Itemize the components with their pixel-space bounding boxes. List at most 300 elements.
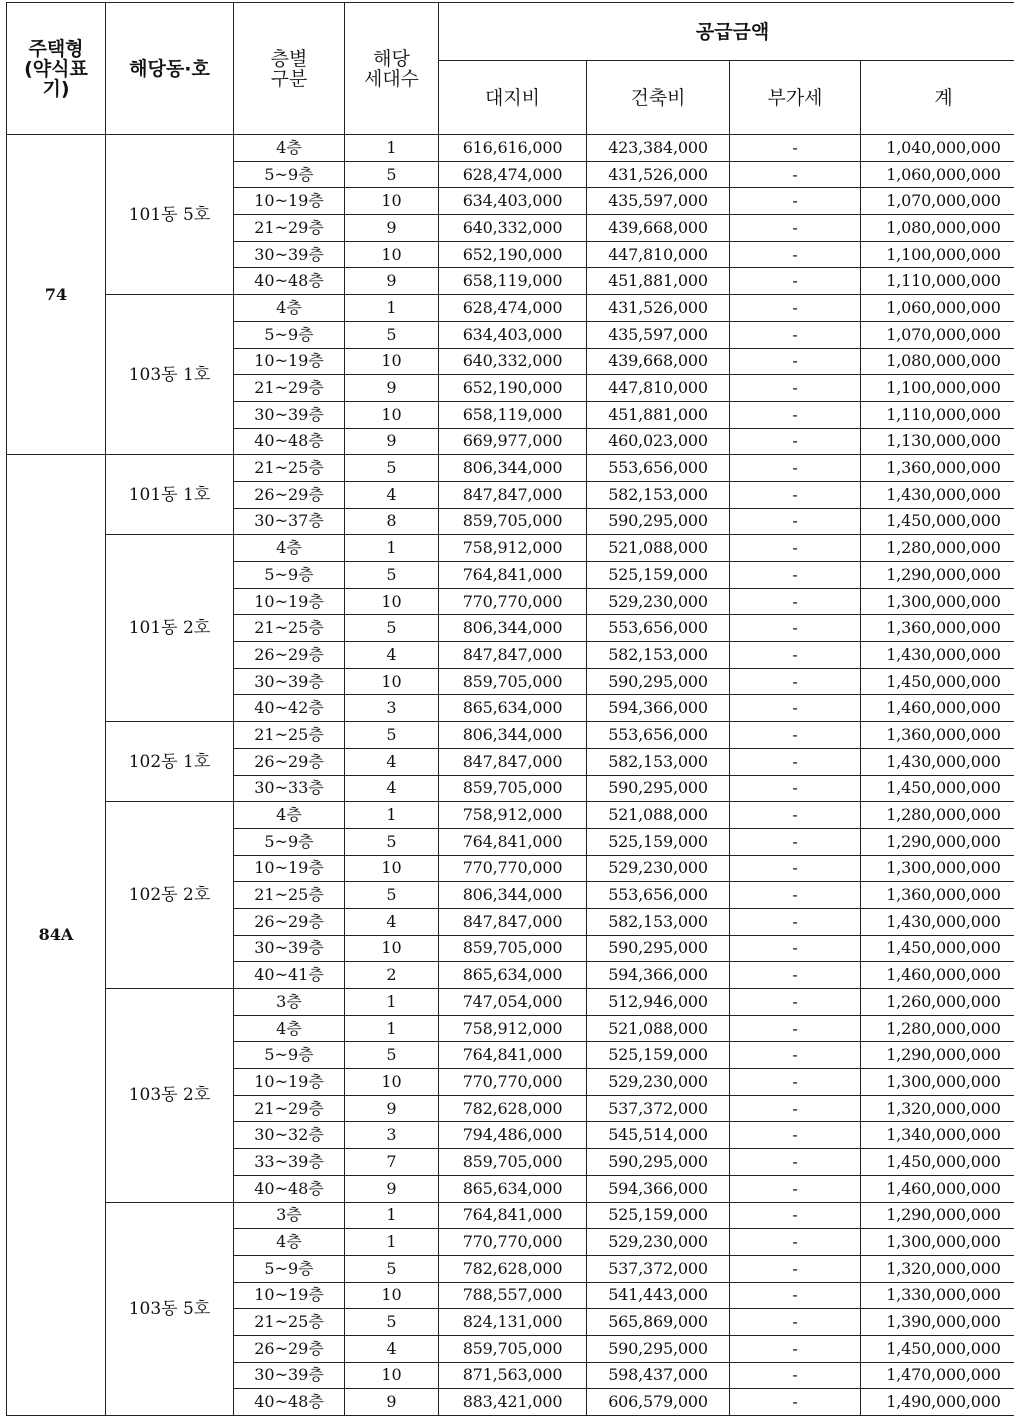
unit-count-cell: 10 — [345, 1282, 439, 1309]
vat-cell: - — [730, 1255, 861, 1282]
vat-cell: - — [730, 1309, 861, 1336]
floor-cell: 3층 — [234, 1202, 345, 1229]
floor-cell: 21~25층 — [234, 882, 345, 909]
building-cost-cell: 590,295,000 — [587, 508, 730, 535]
unit-count-cell: 4 — [345, 481, 439, 508]
land-cost-cell: 847,847,000 — [439, 748, 587, 775]
building-cost-cell: 439,668,000 — [587, 348, 730, 375]
unit-count-cell: 1 — [345, 535, 439, 562]
dong-ho-cell: 103동 1호 — [106, 295, 234, 455]
land-cost-cell: 865,634,000 — [439, 962, 587, 989]
floor-cell: 30~39층 — [234, 1362, 345, 1389]
unit-count-cell: 10 — [345, 935, 439, 962]
floor-cell: 21~25층 — [234, 455, 345, 482]
building-cost-cell: 582,153,000 — [587, 908, 730, 935]
total-cell: 1,100,000,000 — [861, 241, 1014, 268]
floor-cell: 4층 — [234, 295, 345, 322]
floor-cell: 30~39층 — [234, 668, 345, 695]
building-cost-cell: 435,597,000 — [587, 188, 730, 215]
vat-cell: - — [730, 1015, 861, 1042]
floor-cell: 26~29층 — [234, 908, 345, 935]
land-cost-cell: 859,705,000 — [439, 1149, 587, 1176]
vat-cell: - — [730, 375, 861, 402]
total-cell: 1,460,000,000 — [861, 695, 1014, 722]
floor-cell: 30~39층 — [234, 935, 345, 962]
unit-count-cell: 10 — [345, 348, 439, 375]
land-cost-cell: 669,977,000 — [439, 428, 587, 455]
building-cost-cell: 606,579,000 — [587, 1389, 730, 1416]
floor-cell: 30~39층 — [234, 241, 345, 268]
unit-count-cell: 5 — [345, 161, 439, 188]
table-row — [7, 802, 1014, 829]
total-cell: 1,450,000,000 — [861, 775, 1014, 802]
vat-cell: - — [730, 882, 861, 909]
floor-cell: 26~29층 — [234, 748, 345, 775]
vat-cell: - — [730, 828, 861, 855]
vat-cell: - — [730, 1362, 861, 1389]
dong-ho-cell: 101동 5호 — [106, 135, 234, 295]
unit-count-cell: 5 — [345, 1255, 439, 1282]
vat-cell: - — [730, 562, 861, 589]
floor-cell: 5~9층 — [234, 828, 345, 855]
land-cost-cell: 824,131,000 — [439, 1309, 587, 1336]
total-cell: 1,080,000,000 — [861, 348, 1014, 375]
unit-count-cell: 4 — [345, 908, 439, 935]
unit-count-cell: 9 — [345, 428, 439, 455]
total-cell: 1,430,000,000 — [861, 642, 1014, 669]
total-cell: 1,260,000,000 — [861, 989, 1014, 1016]
building-cost-cell: 590,295,000 — [587, 668, 730, 695]
dong-ho-cell: 101동 1호 — [106, 455, 234, 535]
dong-ho-cell: 103동 5호 — [106, 1202, 234, 1416]
total-cell: 1,080,000,000 — [861, 215, 1014, 242]
land-cost-cell: 806,344,000 — [439, 722, 587, 749]
unit-count-cell: 1 — [345, 295, 439, 322]
vat-cell: - — [730, 241, 861, 268]
floor-cell: 10~19층 — [234, 855, 345, 882]
floor-cell: 10~19층 — [234, 588, 345, 615]
total-cell: 1,280,000,000 — [861, 535, 1014, 562]
table-row — [7, 295, 1014, 322]
building-cost-cell: 521,088,000 — [587, 802, 730, 829]
building-cost-cell: 451,881,000 — [587, 401, 730, 428]
total-cell: 1,390,000,000 — [861, 1309, 1014, 1336]
building-cost-cell: 553,656,000 — [587, 615, 730, 642]
dong-ho-cell: 101동 2호 — [106, 535, 234, 722]
land-cost-cell: 859,705,000 — [439, 935, 587, 962]
building-cost-cell: 590,295,000 — [587, 935, 730, 962]
unit-count-cell: 9 — [345, 1389, 439, 1416]
housing-type-cell: 74 — [7, 135, 106, 455]
building-cost-cell: 525,159,000 — [587, 1202, 730, 1229]
land-cost-cell: 652,190,000 — [439, 375, 587, 402]
building-cost-cell: 525,159,000 — [587, 828, 730, 855]
unit-count-cell: 4 — [345, 775, 439, 802]
unit-count-cell: 8 — [345, 508, 439, 535]
land-cost-cell: 782,628,000 — [439, 1095, 587, 1122]
total-cell: 1,430,000,000 — [861, 908, 1014, 935]
total-cell: 1,290,000,000 — [861, 1042, 1014, 1069]
vat-cell: - — [730, 508, 861, 535]
land-cost-cell: 658,119,000 — [439, 401, 587, 428]
floor-cell: 40~48층 — [234, 1175, 345, 1202]
total-cell: 1,430,000,000 — [861, 481, 1014, 508]
land-cost-cell: 764,841,000 — [439, 562, 587, 589]
total-cell: 1,290,000,000 — [861, 1202, 1014, 1229]
land-cost-cell: 770,770,000 — [439, 855, 587, 882]
floor-cell: 21~25층 — [234, 722, 345, 749]
total-cell: 1,330,000,000 — [861, 1282, 1014, 1309]
floor-cell: 10~19층 — [234, 1282, 345, 1309]
unit-count-cell: 9 — [345, 375, 439, 402]
vat-cell: - — [730, 268, 861, 295]
building-cost-cell: 525,159,000 — [587, 1042, 730, 1069]
vat-cell: - — [730, 722, 861, 749]
building-cost-cell: 512,946,000 — [587, 989, 730, 1016]
header-total: 계 — [861, 61, 1014, 135]
floor-cell: 4층 — [234, 1015, 345, 1042]
land-cost-cell: 847,847,000 — [439, 908, 587, 935]
total-cell: 1,360,000,000 — [861, 455, 1014, 482]
unit-count-cell: 1 — [345, 802, 439, 829]
dong-ho-cell: 102동 1호 — [106, 722, 234, 802]
building-cost-cell: 594,366,000 — [587, 1175, 730, 1202]
vat-cell: - — [730, 215, 861, 242]
unit-count-cell: 5 — [345, 1042, 439, 1069]
vat-cell: - — [730, 1202, 861, 1229]
total-cell: 1,360,000,000 — [861, 882, 1014, 909]
vat-cell: - — [730, 1069, 861, 1096]
land-cost-cell: 658,119,000 — [439, 268, 587, 295]
table-row — [7, 535, 1014, 562]
unit-count-cell: 5 — [345, 1309, 439, 1336]
unit-count-cell: 10 — [345, 241, 439, 268]
floor-cell: 4층 — [234, 1229, 345, 1256]
total-cell: 1,450,000,000 — [861, 1149, 1014, 1176]
building-cost-cell: 529,230,000 — [587, 855, 730, 882]
total-cell: 1,430,000,000 — [861, 748, 1014, 775]
floor-cell: 30~39층 — [234, 401, 345, 428]
total-cell: 1,070,000,000 — [861, 188, 1014, 215]
floor-cell: 26~29층 — [234, 1335, 345, 1362]
building-cost-cell: 553,656,000 — [587, 722, 730, 749]
total-cell: 1,470,000,000 — [861, 1362, 1014, 1389]
total-cell: 1,320,000,000 — [861, 1095, 1014, 1122]
table-row — [7, 135, 1014, 162]
unit-count-cell: 9 — [345, 215, 439, 242]
building-cost-cell: 545,514,000 — [587, 1122, 730, 1149]
building-cost-cell: 590,295,000 — [587, 1335, 730, 1362]
floor-cell: 5~9층 — [234, 1255, 345, 1282]
building-cost-cell: 435,597,000 — [587, 321, 730, 348]
building-cost-cell: 529,230,000 — [587, 588, 730, 615]
building-cost-cell: 553,656,000 — [587, 455, 730, 482]
vat-cell: - — [730, 908, 861, 935]
floor-cell: 5~9층 — [234, 161, 345, 188]
land-cost-cell: 847,847,000 — [439, 642, 587, 669]
building-cost-cell: 590,295,000 — [587, 775, 730, 802]
floor-cell: 26~29층 — [234, 481, 345, 508]
land-cost-cell: 758,912,000 — [439, 535, 587, 562]
floor-cell: 21~25층 — [234, 615, 345, 642]
building-cost-cell: 460,023,000 — [587, 428, 730, 455]
unit-count-cell: 5 — [345, 882, 439, 909]
unit-count-cell: 10 — [345, 1362, 439, 1389]
land-cost-cell: 865,634,000 — [439, 695, 587, 722]
unit-count-cell: 9 — [345, 1095, 439, 1122]
unit-count-cell: 3 — [345, 1122, 439, 1149]
header-unit-count: 해당 세대수 — [345, 3, 439, 135]
building-cost-cell: 553,656,000 — [587, 882, 730, 909]
vat-cell: - — [730, 535, 861, 562]
land-cost-cell: 806,344,000 — [439, 615, 587, 642]
building-cost-cell: 447,810,000 — [587, 241, 730, 268]
land-cost-cell: 628,474,000 — [439, 295, 587, 322]
building-cost-cell: 541,443,000 — [587, 1282, 730, 1309]
floor-cell: 3층 — [234, 989, 345, 1016]
land-cost-cell: 640,332,000 — [439, 348, 587, 375]
table-row — [7, 1202, 1014, 1229]
floor-cell: 21~29층 — [234, 215, 345, 242]
land-cost-cell: 640,332,000 — [439, 215, 587, 242]
unit-count-cell: 1 — [345, 989, 439, 1016]
total-cell: 1,110,000,000 — [861, 268, 1014, 295]
land-cost-cell: 788,557,000 — [439, 1282, 587, 1309]
floor-cell: 40~48층 — [234, 428, 345, 455]
building-cost-cell: 582,153,000 — [587, 642, 730, 669]
vat-cell: - — [730, 588, 861, 615]
unit-count-cell: 3 — [345, 695, 439, 722]
building-cost-cell: 431,526,000 — [587, 295, 730, 322]
building-cost-cell: 439,668,000 — [587, 215, 730, 242]
land-cost-cell: 794,486,000 — [439, 1122, 587, 1149]
unit-count-cell: 5 — [345, 828, 439, 855]
land-cost-cell: 758,912,000 — [439, 802, 587, 829]
unit-count-cell: 10 — [345, 188, 439, 215]
vat-cell: - — [730, 401, 861, 428]
vat-cell: - — [730, 1389, 861, 1416]
unit-count-cell: 4 — [345, 748, 439, 775]
vat-cell: - — [730, 295, 861, 322]
table-body — [7, 135, 1014, 1416]
vat-cell: - — [730, 1122, 861, 1149]
land-cost-cell: 652,190,000 — [439, 241, 587, 268]
vat-cell: - — [730, 161, 861, 188]
vat-cell: - — [730, 855, 861, 882]
dong-ho-cell: 102동 2호 — [106, 802, 234, 989]
land-cost-cell: 865,634,000 — [439, 1175, 587, 1202]
vat-cell: - — [730, 1175, 861, 1202]
floor-cell: 4층 — [234, 135, 345, 162]
total-cell: 1,360,000,000 — [861, 722, 1014, 749]
unit-count-cell: 10 — [345, 401, 439, 428]
land-cost-cell: 764,841,000 — [439, 1202, 587, 1229]
header-land-cost: 대지비 — [439, 61, 587, 135]
floor-cell: 4층 — [234, 535, 345, 562]
vat-cell: - — [730, 962, 861, 989]
vat-cell: - — [730, 668, 861, 695]
land-cost-cell: 634,403,000 — [439, 188, 587, 215]
land-cost-cell: 628,474,000 — [439, 161, 587, 188]
land-cost-cell: 782,628,000 — [439, 1255, 587, 1282]
total-cell: 1,060,000,000 — [861, 161, 1014, 188]
vat-cell: - — [730, 135, 861, 162]
total-cell: 1,450,000,000 — [861, 935, 1014, 962]
land-cost-cell: 859,705,000 — [439, 668, 587, 695]
building-cost-cell: 582,153,000 — [587, 481, 730, 508]
total-cell: 1,290,000,000 — [861, 828, 1014, 855]
vat-cell: - — [730, 188, 861, 215]
floor-cell: 21~25층 — [234, 1309, 345, 1336]
table-header — [7, 3, 1014, 135]
unit-count-cell: 1 — [345, 1202, 439, 1229]
building-cost-cell: 598,437,000 — [587, 1362, 730, 1389]
building-cost-cell: 423,384,000 — [587, 135, 730, 162]
total-cell: 1,040,000,000 — [861, 135, 1014, 162]
floor-cell: 30~37층 — [234, 508, 345, 535]
total-cell: 1,490,000,000 — [861, 1389, 1014, 1416]
total-cell: 1,300,000,000 — [861, 1229, 1014, 1256]
land-cost-cell: 616,616,000 — [439, 135, 587, 162]
floor-cell: 5~9층 — [234, 1042, 345, 1069]
land-cost-cell: 806,344,000 — [439, 882, 587, 909]
land-cost-cell: 770,770,000 — [439, 1069, 587, 1096]
land-cost-cell: 758,912,000 — [439, 1015, 587, 1042]
vat-cell: - — [730, 935, 861, 962]
vat-cell: - — [730, 1095, 861, 1122]
building-cost-cell: 537,372,000 — [587, 1255, 730, 1282]
total-cell: 1,300,000,000 — [861, 588, 1014, 615]
total-cell: 1,450,000,000 — [861, 508, 1014, 535]
vat-cell: - — [730, 428, 861, 455]
floor-cell: 40~48층 — [234, 268, 345, 295]
unit-count-cell: 1 — [345, 1229, 439, 1256]
vat-cell: - — [730, 802, 861, 829]
unit-count-cell: 5 — [345, 615, 439, 642]
land-cost-cell: 764,841,000 — [439, 1042, 587, 1069]
vat-cell: - — [730, 1149, 861, 1176]
table-row — [7, 722, 1014, 749]
floor-cell: 5~9층 — [234, 321, 345, 348]
vat-cell: - — [730, 1042, 861, 1069]
total-cell: 1,100,000,000 — [861, 375, 1014, 402]
floor-cell: 40~42층 — [234, 695, 345, 722]
unit-count-cell: 5 — [345, 562, 439, 589]
floor-cell: 10~19층 — [234, 188, 345, 215]
vat-cell: - — [730, 481, 861, 508]
unit-count-cell: 5 — [345, 722, 439, 749]
land-cost-cell: 634,403,000 — [439, 321, 587, 348]
vat-cell: - — [730, 775, 861, 802]
vat-cell: - — [730, 348, 861, 375]
unit-count-cell: 10 — [345, 855, 439, 882]
dong-ho-cell: 103동 2호 — [106, 989, 234, 1203]
unit-count-cell: 10 — [345, 588, 439, 615]
header-floor-category: 층별 구분 — [234, 3, 345, 135]
total-cell: 1,280,000,000 — [861, 802, 1014, 829]
unit-count-cell: 5 — [345, 455, 439, 482]
total-cell: 1,300,000,000 — [861, 1069, 1014, 1096]
floor-cell: 5~9층 — [234, 562, 345, 589]
land-cost-cell: 806,344,000 — [439, 455, 587, 482]
header-supply-amount: 공급금액 — [439, 3, 1014, 61]
floor-cell: 30~32층 — [234, 1122, 345, 1149]
floor-cell: 10~19층 — [234, 348, 345, 375]
building-cost-cell: 537,372,000 — [587, 1095, 730, 1122]
vat-cell: - — [730, 321, 861, 348]
total-cell: 1,360,000,000 — [861, 615, 1014, 642]
vat-cell: - — [730, 989, 861, 1016]
supply-price-table — [6, 2, 1014, 1416]
vat-cell: - — [730, 642, 861, 669]
unit-count-cell: 10 — [345, 668, 439, 695]
floor-cell: 21~29층 — [234, 1095, 345, 1122]
total-cell: 1,450,000,000 — [861, 1335, 1014, 1362]
header-building-cost: 건축비 — [587, 61, 730, 135]
floor-cell: 4층 — [234, 802, 345, 829]
total-cell: 1,460,000,000 — [861, 962, 1014, 989]
building-cost-cell: 431,526,000 — [587, 161, 730, 188]
building-cost-cell: 525,159,000 — [587, 562, 730, 589]
floor-cell: 40~41층 — [234, 962, 345, 989]
total-cell: 1,130,000,000 — [861, 428, 1014, 455]
unit-count-cell: 10 — [345, 1069, 439, 1096]
unit-count-cell: 9 — [345, 1175, 439, 1202]
header-dong-ho: 해당동·호 — [106, 3, 234, 135]
building-cost-cell: 590,295,000 — [587, 1149, 730, 1176]
land-cost-cell: 770,770,000 — [439, 1229, 587, 1256]
header-housing-type: 주택형 (약식표 기) — [7, 3, 106, 135]
vat-cell: - — [730, 1282, 861, 1309]
floor-cell: 10~19층 — [234, 1069, 345, 1096]
unit-count-cell: 1 — [345, 135, 439, 162]
building-cost-cell: 451,881,000 — [587, 268, 730, 295]
land-cost-cell: 883,421,000 — [439, 1389, 587, 1416]
unit-count-cell: 2 — [345, 962, 439, 989]
unit-count-cell: 4 — [345, 1335, 439, 1362]
building-cost-cell: 447,810,000 — [587, 375, 730, 402]
unit-count-cell: 7 — [345, 1149, 439, 1176]
land-cost-cell: 859,705,000 — [439, 1335, 587, 1362]
floor-cell: 33~39층 — [234, 1149, 345, 1176]
total-cell: 1,340,000,000 — [861, 1122, 1014, 1149]
header-vat: 부가세 — [730, 61, 861, 135]
housing-type-cell: 84A — [7, 455, 106, 1416]
land-cost-cell: 747,054,000 — [439, 989, 587, 1016]
vat-cell: - — [730, 615, 861, 642]
table-row — [7, 455, 1014, 482]
vat-cell: - — [730, 748, 861, 775]
unit-count-cell: 4 — [345, 642, 439, 669]
floor-cell: 21~29층 — [234, 375, 345, 402]
total-cell: 1,110,000,000 — [861, 401, 1014, 428]
unit-count-cell: 1 — [345, 1015, 439, 1042]
vat-cell: - — [730, 1335, 861, 1362]
vat-cell: - — [730, 695, 861, 722]
unit-count-cell: 5 — [345, 321, 439, 348]
land-cost-cell: 770,770,000 — [439, 588, 587, 615]
total-cell: 1,280,000,000 — [861, 1015, 1014, 1042]
floor-cell: 30~33층 — [234, 775, 345, 802]
building-cost-cell: 529,230,000 — [587, 1069, 730, 1096]
land-cost-cell: 859,705,000 — [439, 775, 587, 802]
building-cost-cell: 594,366,000 — [587, 695, 730, 722]
building-cost-cell: 529,230,000 — [587, 1229, 730, 1256]
total-cell: 1,300,000,000 — [861, 855, 1014, 882]
building-cost-cell: 582,153,000 — [587, 748, 730, 775]
building-cost-cell: 565,869,000 — [587, 1309, 730, 1336]
total-cell: 1,070,000,000 — [861, 321, 1014, 348]
